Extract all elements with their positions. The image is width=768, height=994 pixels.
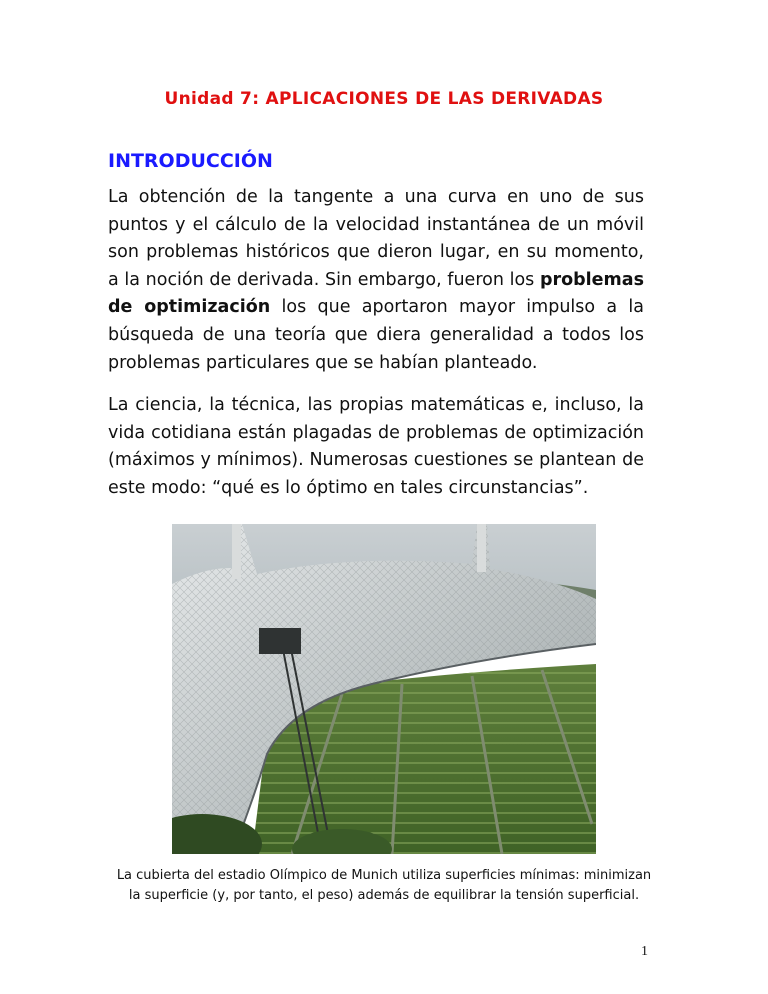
section-heading: INTRODUCCIÓN: [108, 150, 273, 172]
bold-term: problemas de optimización: [108, 269, 644, 318]
unit-title: Unidad 7: APLICACIONES DE LAS DERIVADAS: [164, 89, 604, 109]
paragraph-text-start: La obtención de la tangente a una curva en uno de sus puntos y el cálculo de la velocidad instantánea de un móvil son problemas históricos que dieron lugar, en su momento, a la noción de derivada. Sin embargo, fueron los: [108, 187, 644, 290]
stadium-photo: [172, 524, 596, 854]
paragraph-text-end: los que aportaron mayor impulso a la búsqueda de una teoría que diera generalidad a todos los problemas particulares que se habían planteado.: [108, 297, 644, 373]
caption-line-2: la superficie (y, por tanto, el peso) además de equilibrar la tensión superficial.: [128, 888, 640, 903]
optimization-paragraph: La ciencia, la técnica, las propias matemáticas e, incluso, la vida cotidiana están plagadas de problemas de optimización (máximos y mínimos). Numerosas cuestiones se plantean de este modo: “qué es lo óptimo en tales circunstancias”.: [108, 395, 644, 498]
page-number: 1: [641, 944, 648, 959]
intro-paragraph: [108, 184, 644, 377]
caption-line-1: La cubierta del estadio Olímpico de Munich utiliza superficies mínimas: minimizan: [116, 868, 652, 883]
photo-caption: [60, 866, 708, 906]
